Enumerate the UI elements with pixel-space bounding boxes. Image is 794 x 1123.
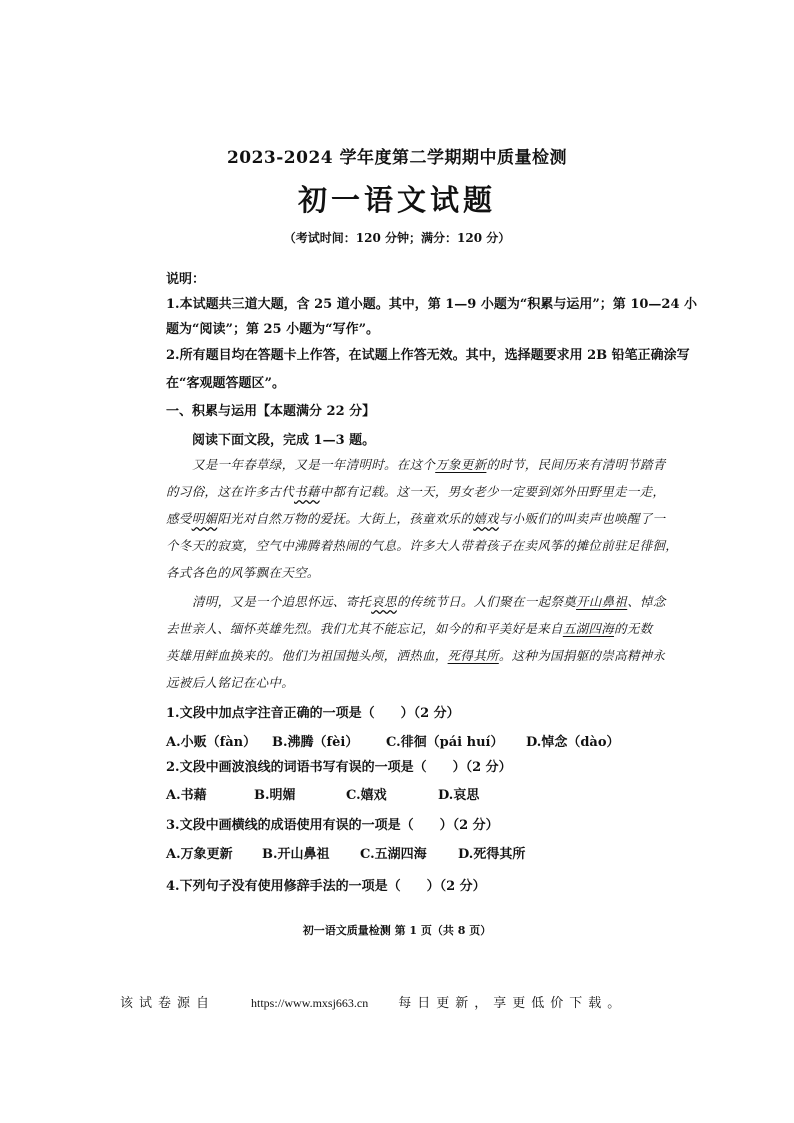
passage-p1-line-5: 各式各色的风筝飘在天空。 — [166, 565, 320, 580]
underlined-idiom: 五湖四海 — [562, 621, 615, 636]
source-line — [120, 992, 626, 1011]
page-title: 初一语文试题 — [297, 183, 496, 217]
passage-text: 的时节，民间历来有清明节踏青 — [486, 457, 666, 472]
source-prefix: 该试卷源自 — [120, 996, 216, 1011]
passage-p1-line-2 — [166, 482, 665, 500]
passage-p2-line-2 — [166, 619, 652, 637]
option-c: C.五湖四海 — [360, 847, 427, 862]
passage-text: 去世亲人、缅怀英雄先烈。我们尤其不能忘记，如今的和平美好是来自 — [166, 621, 563, 636]
passage-text: 的习俗，这在许多古代 — [166, 484, 295, 499]
passage-text: 、悼念 — [627, 594, 666, 609]
exam-info: （考试时间：120 分钟；满分：120 分） — [283, 231, 511, 245]
option-a: A.小贩（fàn） — [166, 735, 257, 750]
passage-p2-line-1 — [192, 592, 666, 610]
option-d: D.哀思 — [438, 788, 480, 803]
option-a: A.书藉 — [166, 788, 207, 803]
passage-text: 与小贩们的叫卖声也唤醒了一 — [498, 511, 666, 526]
source-suffix: 每日更新，享更低价下载。 — [398, 996, 627, 1011]
question-3-options — [166, 843, 525, 862]
passage-text: 中都有记载。这一天，男女老少一定要到郊外田野里走一走， — [319, 484, 666, 499]
passage-p2-line-3 — [166, 646, 665, 664]
exam-subtitle: 2023-2024 学年度第二学期期中质量检测 — [226, 148, 568, 168]
question-4-stem: 4.下列句子没有使用修辞手法的一项是（ ）（2 分） — [166, 879, 486, 894]
passage-text: 的无数 — [614, 621, 653, 636]
passage-p1-line-1 — [192, 455, 666, 473]
option-a: A.万象更新 — [166, 847, 233, 862]
option-b: B.开山鼻祖 — [262, 847, 330, 862]
underlined-idiom: 死得其所 — [447, 648, 499, 663]
option-c: C.徘徊（pái huí） — [386, 735, 504, 750]
passage-text: 的传统节日。人们聚在一起祭奠 — [396, 594, 577, 609]
underlined-idiom: 万象更新 — [435, 457, 487, 472]
passage-text: 又是一年春草绿，又是一年清明时。在这个 — [192, 457, 436, 472]
option-b: B.明媚 — [254, 788, 296, 803]
passage-p1-line-4: 个冬天的寂寞，空气中沸腾着热闹的气息。许多大人带着孩子在卖风筝的摊位前驻足徘徊， — [166, 538, 679, 553]
wavy-underlined-word: 书藉 — [294, 484, 320, 499]
instructions-label: 说明： — [166, 272, 206, 287]
passage-text: 阳光对自然万物的爱抚。大街上，孩童欢乐的 — [217, 511, 474, 526]
question-1-stem: 1.文段中加点字注音正确的一项是（ ）（2 分） — [166, 706, 460, 721]
passage-text: 。这种为国捐躯的崇高精神永 — [498, 648, 666, 663]
wavy-underlined-word: 哀思 — [371, 594, 397, 609]
question-2-options — [166, 784, 479, 803]
passage-p2-line-4: 远被后人铭记在心中。 — [166, 675, 295, 690]
section-heading: 一、积累与运用【本题满分 22 分】 — [166, 404, 376, 419]
passage-text: 清明，又是一个追思怀远、寄托 — [192, 594, 372, 609]
wavy-underlined-word: 明媚 — [191, 511, 218, 526]
question-3-stem: 3.文段中画横线的成语使用有误的一项是（ ）（2 分） — [166, 818, 499, 833]
instruction-2-line-1: 2.所有题目均在答题卡上作答，在试题上作答无效。其中，选择题要求用 2B 铅笔正确涂写 — [166, 348, 690, 363]
underlined-idiom: 开山鼻祖 — [576, 594, 628, 609]
instruction-2-line-2: 在“客观题答题区”。 — [166, 376, 285, 391]
passage-text: 英雄用鲜血换来的。他们为祖国抛头颅，洒热血， — [166, 648, 448, 663]
instruction-1-line-2: 题为“阅读”；第 25 小题为“写作”。 — [166, 322, 380, 337]
instruction-1-line-1: 1.本试题共三道大题，含 25 道小题。其中，第 1—9 小题为“积累与运用”；第 10—24 小 — [166, 297, 698, 312]
option-b: B.沸腾（fèi） — [272, 735, 359, 750]
page-footer: 初一语文质量检测 第 1 页（共 8 页） — [302, 924, 492, 937]
option-c: C.嬉戏 — [346, 788, 387, 803]
passage-text: 感受 — [166, 511, 192, 526]
question-1-options — [166, 731, 620, 750]
passage-p1-line-3 — [166, 509, 665, 527]
reading-prompt: 阅读下面文段，完成 1—3 题。 — [192, 433, 376, 448]
option-d: D.悼念（dào） — [526, 735, 620, 750]
wavy-underlined-word: 嬉戏 — [473, 511, 499, 526]
question-2-stem: 2.文段中画波浪线的词语书写有误的一项是（ ）（2 分） — [166, 760, 512, 775]
source-url-link[interactable]: https://www.mxsj663.cn — [251, 996, 369, 1010]
option-d: D.死得其所 — [458, 847, 526, 862]
